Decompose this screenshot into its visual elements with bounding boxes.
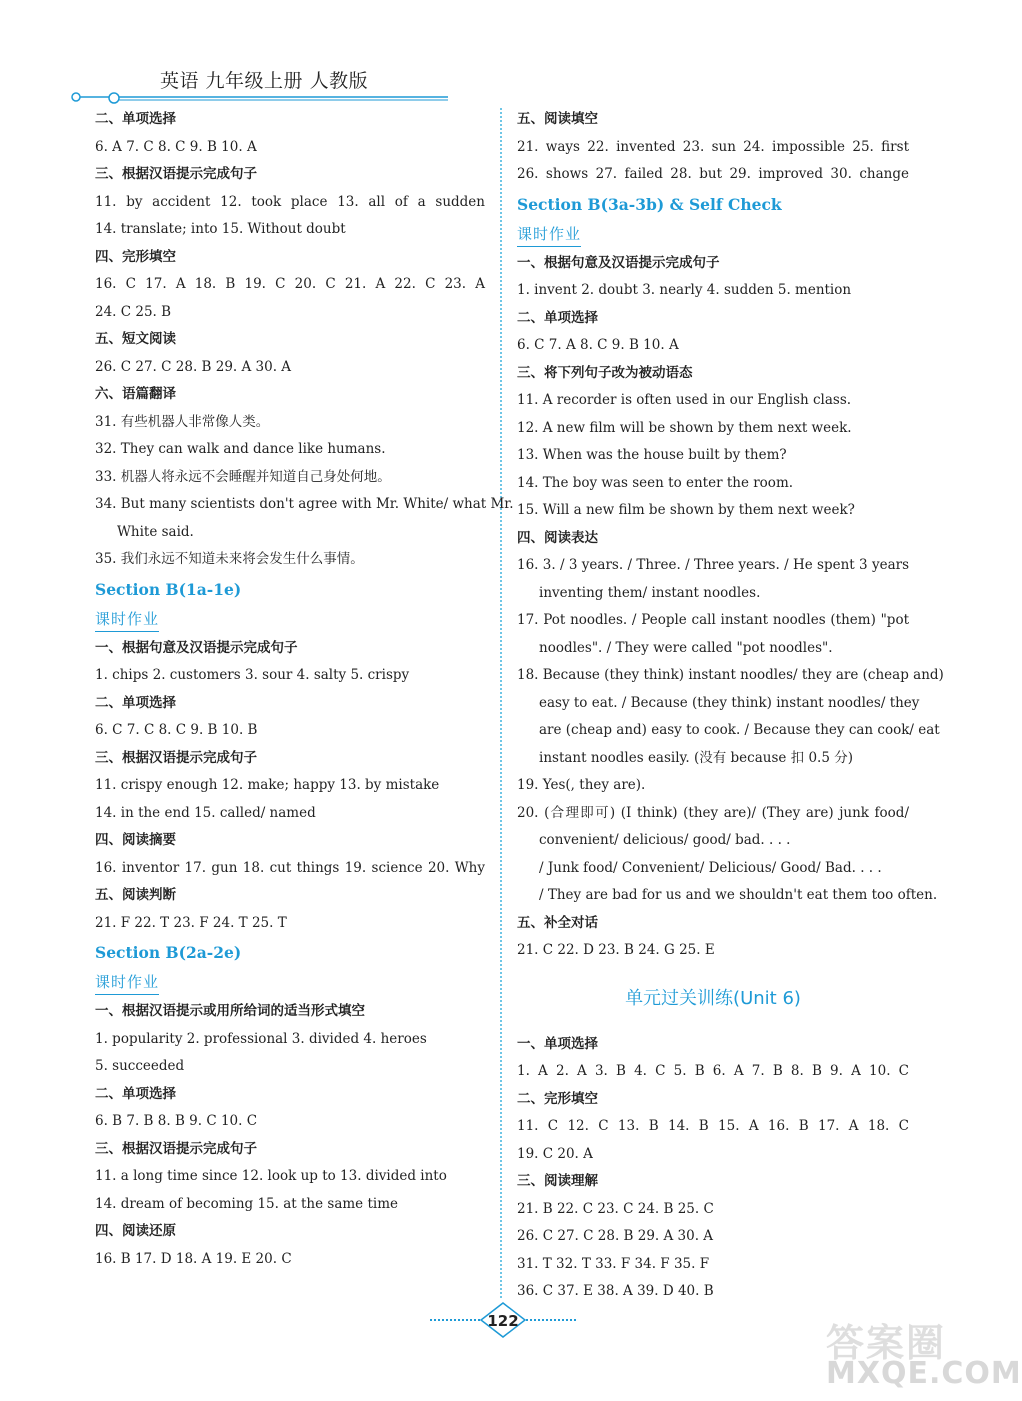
answer-line: 21. ways 22. invented 23. sun 24. impossible 25. first — [517, 138, 909, 155]
header-rule-decoration — [70, 90, 450, 104]
answer-line: 1. A 2. A 3. B 4. C 5. B 6. A 7. B 8. B 9. A 10. C — [517, 1063, 909, 1079]
section-heading: 五、补全对话 — [517, 914, 598, 931]
answer-line: 16. inventor 17. gun 18. cut things 19. science 20. Why — [95, 859, 485, 876]
answer-line: 14. in the end 15. called/ named — [95, 804, 316, 821]
answer-line: 12. A new film will be shown by them next week. — [517, 419, 852, 436]
answer-line: inventing them/ instant noodles. — [539, 584, 761, 601]
answer-line: 19. Yes(, they are). — [517, 777, 646, 793]
homework-label-row — [95, 968, 485, 998]
section-heading: 五、阅读填空 — [517, 111, 598, 127]
homework-label-row — [95, 605, 485, 635]
section-heading: 四、阅读还原 — [95, 1223, 176, 1239]
answer-line: 18. Because (they think) instant noodles/ they are (cheap and) — [517, 667, 944, 683]
homework-label: 课时作业 — [517, 223, 581, 247]
section-heading: 一、单项选择 — [517, 1035, 598, 1052]
answer-line: 31. T 32. T 33. F 34. F 35. F — [517, 1255, 710, 1272]
section-heading: 三、根据汉语提示完成句子 — [95, 749, 257, 766]
answer-line: 1. invent 2. doubt 3. nearly 4. sudden 5. mention — [517, 282, 852, 298]
answer-line: 16. C 17. A 18. B 19. C 20. C 21. A 22. C 23. A — [95, 276, 485, 292]
answer-line: 19. C 20. A — [517, 1145, 593, 1162]
answer-line: 26. shows 27. failed 28. but 29. improved 30. change — [517, 166, 909, 182]
section-heading: 三、根据汉语提示完成句子 — [95, 166, 257, 182]
answer-line: 31. 有些机器人非常像人类。 — [95, 413, 270, 430]
page-number: 122 — [487, 1312, 519, 1330]
answer-line: 14. dream of becoming 15. at the same time — [95, 1195, 398, 1212]
answer-line: 36. C 37. E 38. A 39. D 40. B — [517, 1283, 714, 1299]
section-title: Section B(3a-3b) & Self Check — [517, 194, 782, 214]
answer-line: / Junk food/ Convenient/ Delicious/ Good/ Bad. . . . — [539, 859, 882, 876]
answer-line: easy to eat. / Because (they think) instant noodles/ they — [539, 694, 920, 711]
right-column — [517, 106, 944, 1306]
answer-line: are (cheap and) easy to cook. / Because they can cook/ eat — [539, 722, 940, 738]
answer-line: 21. C 22. D 23. B 24. G 25. E — [517, 942, 715, 958]
section-heading: 四、完形填空 — [95, 248, 176, 265]
answer-line: instant noodles easily. (没有 because 扣 0.5 分) — [539, 749, 853, 766]
section-title: Section B(1a-1e) — [95, 579, 242, 599]
answer-line: 20. (合理即可) (I think) (they are)/ (They are) junk food/ — [517, 804, 909, 821]
section-heading: 一、根据句意及汉语提示完成句子 — [95, 639, 298, 656]
homework-label: 课时作业 — [95, 608, 159, 632]
section-heading: 二、完形填空 — [517, 1090, 598, 1107]
answer-line: / They are bad for us and we shouldn't eat them too often. — [539, 887, 938, 903]
answer-line: 6. A 7. C 8. C 9. B 10. A — [95, 138, 257, 155]
answer-line: 6. C 7. C 8. C 9. B 10. B — [95, 722, 258, 738]
section-heading: 二、单项选择 — [95, 694, 176, 711]
answer-line: 24. C 25. B — [95, 303, 172, 320]
section-heading: 三、阅读理解 — [517, 1173, 598, 1189]
section-heading: 二、单项选择 — [95, 1085, 176, 1102]
left-column — [95, 106, 514, 1273]
answer-line: 1. popularity 2. professional 3. divided 4. heroes — [95, 1030, 427, 1047]
section-heading: 六、语篇翻译 — [95, 386, 176, 402]
answer-line: 6. C 7. A 8. C 9. B 10. A — [517, 337, 679, 353]
section-heading: 四、阅读表达 — [517, 529, 598, 546]
section-heading: 一、根据句意及汉语提示完成句子 — [517, 254, 720, 271]
answer-line: 5. succeeded — [95, 1058, 185, 1074]
section-heading: 三、根据汉语提示完成句子 — [95, 1140, 257, 1157]
answer-line: 13. When was the house built by them? — [517, 447, 787, 463]
column-divider — [500, 108, 502, 1298]
answer-line: 33. 机器人将永远不会睡醒并知道自己身处何地。 — [95, 468, 391, 485]
answer-line: 11. by accident 12. took place 13. all of a sudden — [95, 193, 485, 210]
answer-line: convenient/ delicious/ good/ bad. . . . — [539, 832, 791, 848]
section-heading: 二、单项选择 — [95, 111, 176, 127]
answer-line: 11. C 12. C 13. B 14. B 15. A 16. B 17. A 18. C — [517, 1118, 909, 1134]
answer-line: 21. B 22. C 23. C 24. B 25. C — [517, 1200, 714, 1217]
answer-line: 11. a long time since 12. look up to 13. divided into — [95, 1168, 447, 1184]
answer-line: 15. Will a new film be shown by them next week? — [517, 502, 855, 518]
watermark-logo: 答案圈 — [826, 1321, 947, 1365]
answer-line: White said. — [117, 523, 194, 540]
answer-line: 32. They can walk and dance like humans. — [95, 441, 386, 457]
answer-line: 26. C 27. C 28. B 29. A 30. A — [517, 1228, 714, 1244]
answer-line: 14. translate; into 15. Without doubt — [95, 221, 346, 237]
homework-label-row — [517, 220, 909, 250]
page-number-badge — [428, 1302, 578, 1338]
homework-label: 课时作业 — [95, 971, 159, 995]
answer-line: 21. F 22. T 23. F 24. T 25. T — [95, 914, 287, 931]
answer-line: 26. C 27. C 28. B 29. A 30. A — [95, 358, 292, 375]
section-heading: 四、阅读摘要 — [95, 832, 176, 848]
answer-line: noodles". / They were called "pot noodles". — [539, 639, 833, 656]
answer-line: 34. But many scientists don't agree with Mr. White/ what Mr. — [95, 496, 514, 512]
answer-line: 16. 3. / 3 years. / Three. / Three years. / He spent 3 years — [517, 557, 909, 573]
answer-line: 17. Pot noodles. / People call instant noodles (them) "pot — [517, 612, 909, 628]
watermark-text: MXQE.COM — [826, 1356, 1022, 1391]
answer-line: 11. A recorder is often used in our English class. — [517, 392, 852, 408]
answer-line: 6. B 7. B 8. B 9. C 10. C — [95, 1113, 258, 1129]
answer-line: 14. The boy was seen to enter the room. — [517, 474, 794, 491]
section-heading: 五、阅读判断 — [95, 887, 176, 903]
answer-line: 35. 我们永远不知道未来将会发生什么事情。 — [95, 551, 364, 567]
section-heading: 三、将下列句子改为被动语态 — [517, 364, 693, 381]
answer-line: 11. crispy enough 12. make; happy 13. by mistake — [95, 777, 440, 793]
section-heading: 一、根据汉语提示或用所给词的适当形式填空 — [95, 1003, 365, 1019]
section-title: Section B(2a-2e) — [95, 943, 242, 962]
section-heading: 二、单项选择 — [517, 309, 598, 326]
answer-line: 1. chips 2. customers 3. sour 4. salty 5. crispy — [95, 667, 410, 683]
unit-test-title: 单元过关训练(Unit 6) — [625, 987, 801, 1009]
page-header-title: 英语 九年级上册 人教版 — [160, 70, 369, 92]
answer-line: 16. B 17. D 18. A 19. E 20. C — [95, 1250, 292, 1267]
section-heading: 五、短文阅读 — [95, 331, 176, 347]
